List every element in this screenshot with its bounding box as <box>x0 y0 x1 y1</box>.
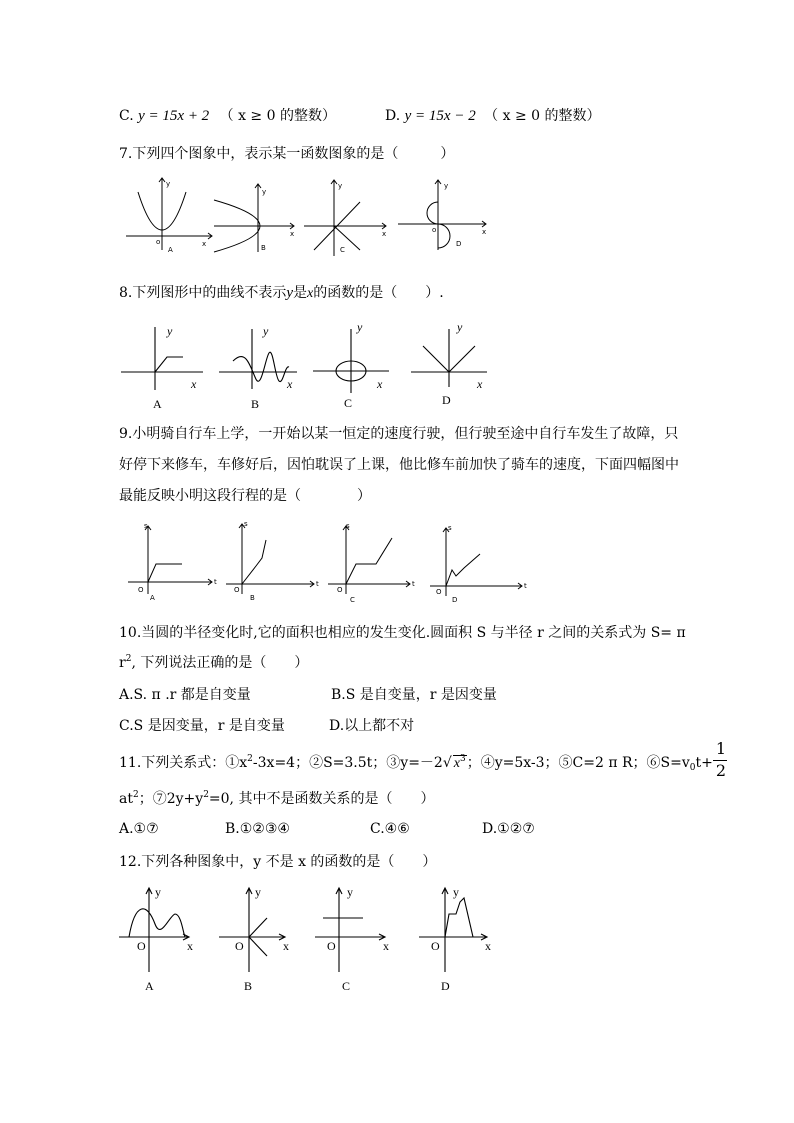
q9-b-axis-t: t <box>316 580 319 588</box>
q9-a-axis-s: s <box>144 522 148 530</box>
q10-option-c: C.S 是因变量，r 是自变量 <box>119 718 285 734</box>
q11-fraction: $\frac{1}{2}$ <box>713 754 727 772</box>
q12-graph-d <box>419 888 487 972</box>
q7-d-origin: o <box>432 226 437 234</box>
q12-graph-b <box>219 888 285 972</box>
q11-option-b: B.①②③④ <box>225 821 290 837</box>
q7-label-a: A <box>168 246 173 254</box>
q9-c-axis-t: t <box>412 580 415 588</box>
q7-a-origin: o <box>156 238 161 246</box>
q8-label-a: A <box>153 397 162 411</box>
q9-figures <box>120 518 530 608</box>
q6-cond-c: （ x ≥ 0 的整数） <box>219 108 336 124</box>
q9-c-origin: O <box>337 586 343 594</box>
q11-line-2: $at^2$；$⑦2y+y^2=0$, 其中不是函数关系的是（ ） <box>119 790 435 807</box>
q12-d-origin: O <box>431 939 440 953</box>
q8-b-axis-x: x <box>287 377 293 391</box>
q8-label-d: D <box>442 393 451 407</box>
q9-b-axis-s: s <box>244 520 248 528</box>
q8-c-axis-x: x <box>377 377 383 391</box>
q6-formula-d: y = 15x − 2 <box>404 108 476 124</box>
q10-option-a: A.S. π .r 都是自变量 <box>119 687 251 703</box>
q7-b-axis-x: x <box>290 230 295 238</box>
q8-label-b: B <box>251 397 260 411</box>
q12-d-axis-y: y <box>453 885 459 899</box>
q8-a-axis-y: y <box>167 324 173 338</box>
q12-a-axis-x: x <box>187 939 193 953</box>
q12-label-b: B <box>244 979 253 993</box>
q7-label-c: C <box>340 246 345 254</box>
q8-a-axis-x: x <box>191 377 197 391</box>
q12-label-c: C <box>342 979 351 993</box>
sqrt-symbol: √ <box>442 755 452 771</box>
q9-line-2: 好停下来修车，车修好后，因怕耽误了上课，他比修车前加快了骑车的速度，下面四幅图中 <box>119 457 679 473</box>
q9-d-axis-s: s <box>448 524 452 532</box>
q9-a-origin: O <box>138 586 144 594</box>
q7-label-d: D <box>456 240 462 248</box>
q12-stem: 12.下列各种图象中，y 不是 x 的函数的是（ ） <box>119 854 437 870</box>
q7-b-axis-y: y <box>262 188 267 196</box>
q12-graph-a <box>119 888 189 972</box>
q11-sqrt-radicand: $x^3$ <box>453 754 466 771</box>
q12-d-axis-x: x <box>485 939 491 953</box>
q12-c-axis-x: x <box>383 939 389 953</box>
q7-stem: 7.下列四个图象中，表示某一函数图象的是（ ） <box>119 146 455 162</box>
q7-a-axis-y: y <box>166 180 171 188</box>
q11-option-c: C.④⑥ <box>370 821 410 837</box>
q6-option-c: C. y = 15x + 2 （ x ≥ 0 的整数） <box>119 108 336 124</box>
q9-graph-d <box>430 528 522 596</box>
q6-option-d: D. y = 15x − 2 （ x ≥ 0 的整数） <box>385 108 601 124</box>
q9-b-origin: O <box>234 586 240 594</box>
q8-c-axis-y: y <box>357 320 363 334</box>
q9-graph-c <box>328 526 410 594</box>
q8-b-axis-y: y <box>263 324 269 338</box>
q9-line-3: 最能反映小明这段行程的是（ ） <box>119 488 371 504</box>
q6-cond-d: （ x ≥ 0 的整数） <box>484 108 601 124</box>
q12-graph-c <box>315 888 385 972</box>
q9-label-b: B <box>250 594 255 602</box>
q7-c-axis-x: x <box>382 230 387 238</box>
q7-graph-b <box>214 184 294 252</box>
q12-b-axis-y: y <box>255 885 261 899</box>
q12-c-origin: O <box>327 939 336 953</box>
q8-d-axis-x: x <box>477 377 483 391</box>
q9-a-axis-t: t <box>214 578 217 586</box>
q7-d-axis-x: x <box>482 228 487 236</box>
q12-label-d: D <box>441 979 450 993</box>
q10-line-2: $r^2$, 下列说法正确的是（ ） <box>119 654 309 671</box>
q10-line-1: 10.当圆的半径变化时,它的面积也相应的发生变化.圆面积 S 与半径 r 之间的关系式为 S= π <box>119 625 686 641</box>
q8-graph-b <box>219 329 297 389</box>
q9-label-a: A <box>150 594 155 602</box>
q11-option-d: D.①②⑦ <box>482 821 535 837</box>
q7-c-axis-y: y <box>338 182 343 190</box>
q6-formula-c: y = 15x + 2 <box>138 108 210 124</box>
q11-line-1: 11.下列关系式：$①x^2-3x=4$；②S=3.5t；③y=－2√ $x^3$；④y=5x-3；⑤C=2 π R；$⑥S=v_0t+$ $\frac{1}{2}$ <box>119 739 727 780</box>
q12-figures <box>115 880 495 992</box>
q8-figures <box>115 315 495 415</box>
q9-d-origin: O <box>436 588 442 596</box>
q7-graph-c <box>304 180 386 256</box>
q9-label-c: C <box>350 596 355 604</box>
q7-d-axis-y: y <box>444 182 449 190</box>
q9-c-axis-s: s <box>346 522 350 530</box>
q7-figures <box>110 170 530 265</box>
q12-label-a: A <box>145 979 154 993</box>
q9-graph-b <box>226 524 314 594</box>
q8-stem: 8.下列图形中的曲线不表示y是x的函数的是（ ）. <box>119 285 444 301</box>
q12-a-origin: O <box>137 939 146 953</box>
q12-c-axis-y: y <box>347 885 353 899</box>
q8-d-axis-y: y <box>457 320 463 334</box>
q8-label-c: C <box>344 396 353 410</box>
q12-a-axis-y: y <box>155 885 161 899</box>
q10-option-b: B.S 是自变量，r 是因变量 <box>331 687 497 703</box>
q9-graph-a <box>128 526 212 594</box>
q11-option-a: A.①⑦ <box>119 821 159 837</box>
q9-label-d: D <box>452 596 458 604</box>
q9-d-axis-t: t <box>524 582 527 590</box>
q12-b-origin: O <box>235 939 244 953</box>
q10-option-d: D.以上都不对 <box>329 718 415 734</box>
q7-graph-d <box>398 180 486 250</box>
q7-graph-a <box>126 178 212 250</box>
q8-graph-d <box>411 329 487 387</box>
q12-b-axis-x: x <box>283 939 289 953</box>
q9-line-1: 9.小明骑自行车上学，一开始以某一恒定的速度行驶，但行驶至途中自行车发生了故障，只 <box>119 426 679 442</box>
q7-label-b: B <box>261 244 266 252</box>
q7-a-axis-x: x <box>202 240 207 248</box>
